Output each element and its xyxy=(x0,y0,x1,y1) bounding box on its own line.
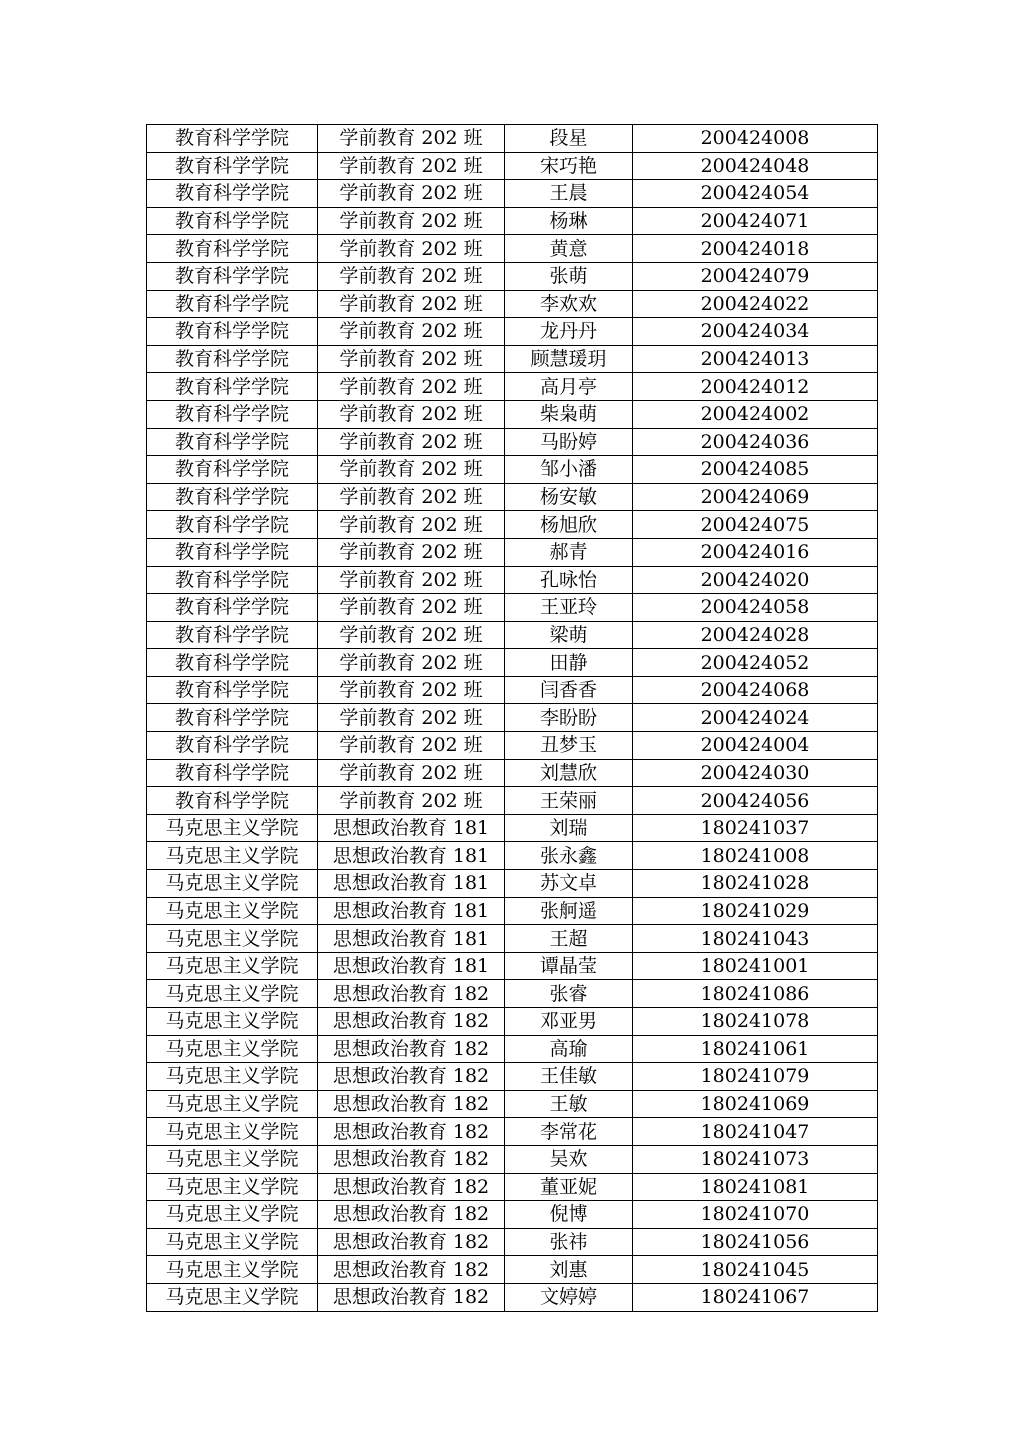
college-cell: 马克思主义学院 xyxy=(147,1228,318,1256)
student-name-cell: 宋巧艳 xyxy=(505,152,633,180)
college-cell: 教育科学学院 xyxy=(147,180,318,208)
college-cell: 马克思主义学院 xyxy=(147,1118,318,1146)
class-cell: 学前教育 202 班 xyxy=(318,318,505,346)
student-name-cell: 王亚玲 xyxy=(505,594,633,622)
class-cell: 思想政治教育 182 xyxy=(318,1228,505,1256)
class-cell: 思想政治教育 181 xyxy=(318,897,505,925)
class-cell: 学前教育 202 班 xyxy=(318,262,505,290)
student-id-cell: 180241008 xyxy=(633,842,878,870)
table-row xyxy=(147,180,878,208)
student-name-cell: 文婷婷 xyxy=(505,1283,633,1311)
table-row xyxy=(147,1090,878,1118)
class-cell: 思想政治教育 182 xyxy=(318,1035,505,1063)
student-id-cell: 180241056 xyxy=(633,1228,878,1256)
student-name-cell: 李欢欢 xyxy=(505,290,633,318)
table-row xyxy=(147,1145,878,1173)
class-cell: 学前教育 202 班 xyxy=(318,649,505,677)
student-id-cell: 180241079 xyxy=(633,1063,878,1091)
table-row xyxy=(147,483,878,511)
student-name-cell: 顾慧瑗玥 xyxy=(505,345,633,373)
college-cell: 教育科学学院 xyxy=(147,290,318,318)
student-name-cell: 王超 xyxy=(505,925,633,953)
college-cell: 教育科学学院 xyxy=(147,428,318,456)
student-name-cell: 董亚妮 xyxy=(505,1173,633,1201)
student-id-cell: 200424036 xyxy=(633,428,878,456)
table-row xyxy=(147,318,878,346)
college-cell: 教育科学学院 xyxy=(147,566,318,594)
class-cell: 思想政治教育 181 xyxy=(318,814,505,842)
table-row xyxy=(147,649,878,677)
student-name-cell: 张萌 xyxy=(505,262,633,290)
class-cell: 学前教育 202 班 xyxy=(318,594,505,622)
class-cell: 学前教育 202 班 xyxy=(318,566,505,594)
student-name-cell: 邓亚男 xyxy=(505,1008,633,1036)
class-cell: 思想政治教育 182 xyxy=(318,1283,505,1311)
student-name-cell: 高月亭 xyxy=(505,373,633,401)
student-name-cell: 李常花 xyxy=(505,1118,633,1146)
college-cell: 教育科学学院 xyxy=(147,400,318,428)
class-cell: 学前教育 202 班 xyxy=(318,732,505,760)
college-cell: 马克思主义学院 xyxy=(147,1063,318,1091)
class-cell: 思想政治教育 182 xyxy=(318,980,505,1008)
student-id-cell: 180241001 xyxy=(633,952,878,980)
class-cell: 思想政治教育 181 xyxy=(318,870,505,898)
college-cell: 马克思主义学院 xyxy=(147,1283,318,1311)
student-name-cell: 倪博 xyxy=(505,1201,633,1229)
class-cell: 思想政治教育 182 xyxy=(318,1118,505,1146)
college-cell: 马克思主义学院 xyxy=(147,870,318,898)
college-cell: 马克思主义学院 xyxy=(147,1090,318,1118)
college-cell: 马克思主义学院 xyxy=(147,842,318,870)
student-name-cell: 张永鑫 xyxy=(505,842,633,870)
class-cell: 思想政治教育 181 xyxy=(318,925,505,953)
table-row xyxy=(147,842,878,870)
table-row xyxy=(147,400,878,428)
college-cell: 马克思主义学院 xyxy=(147,952,318,980)
student-name-cell: 黄意 xyxy=(505,235,633,263)
college-cell: 教育科学学院 xyxy=(147,152,318,180)
college-cell: 马克思主义学院 xyxy=(147,1256,318,1284)
college-cell: 教育科学学院 xyxy=(147,732,318,760)
college-cell: 教育科学学院 xyxy=(147,207,318,235)
table-row xyxy=(147,538,878,566)
student-id-cell: 180241043 xyxy=(633,925,878,953)
college-cell: 马克思主义学院 xyxy=(147,1173,318,1201)
table-row xyxy=(147,1118,878,1146)
table-row xyxy=(147,952,878,980)
table-row xyxy=(147,925,878,953)
college-cell: 教育科学学院 xyxy=(147,704,318,732)
student-id-cell: 180241070 xyxy=(633,1201,878,1229)
student-id-cell: 200424020 xyxy=(633,566,878,594)
table-row xyxy=(147,732,878,760)
college-cell: 马克思主义学院 xyxy=(147,814,318,842)
table-row xyxy=(147,152,878,180)
class-cell: 学前教育 202 班 xyxy=(318,400,505,428)
student-id-cell: 180241028 xyxy=(633,870,878,898)
table-row xyxy=(147,676,878,704)
table-row xyxy=(147,1063,878,1091)
student-name-cell: 郝青 xyxy=(505,538,633,566)
student-name-cell: 杨琳 xyxy=(505,207,633,235)
table-row xyxy=(147,621,878,649)
table-row xyxy=(147,1173,878,1201)
student-id-cell: 200424013 xyxy=(633,345,878,373)
college-cell: 马克思主义学院 xyxy=(147,1145,318,1173)
class-cell: 思想政治教育 182 xyxy=(318,1063,505,1091)
college-cell: 教育科学学院 xyxy=(147,511,318,539)
student-id-cell: 200424008 xyxy=(633,125,878,153)
table-row xyxy=(147,1008,878,1036)
class-cell: 思想政治教育 182 xyxy=(318,1090,505,1118)
table-row xyxy=(147,1201,878,1229)
college-cell: 教育科学学院 xyxy=(147,125,318,153)
student-name-cell: 李盼盼 xyxy=(505,704,633,732)
student-id-cell: 200424034 xyxy=(633,318,878,346)
table-row xyxy=(147,594,878,622)
student-name-cell: 苏文卓 xyxy=(505,870,633,898)
college-cell: 教育科学学院 xyxy=(147,649,318,677)
college-cell: 教育科学学院 xyxy=(147,483,318,511)
class-cell: 思想政治教育 182 xyxy=(318,1145,505,1173)
student-name-cell: 邹小潘 xyxy=(505,456,633,484)
class-cell: 学前教育 202 班 xyxy=(318,704,505,732)
class-cell: 学前教育 202 班 xyxy=(318,235,505,263)
student-name-cell: 谭晶莹 xyxy=(505,952,633,980)
class-cell: 思想政治教育 182 xyxy=(318,1008,505,1036)
college-cell: 教育科学学院 xyxy=(147,262,318,290)
student-name-cell: 龙丹丹 xyxy=(505,318,633,346)
student-name-cell: 张祎 xyxy=(505,1228,633,1256)
college-cell: 教育科学学院 xyxy=(147,538,318,566)
student-name-cell: 王佳敏 xyxy=(505,1063,633,1091)
student-name-cell: 段星 xyxy=(505,125,633,153)
class-cell: 学前教育 202 班 xyxy=(318,428,505,456)
class-cell: 思想政治教育 181 xyxy=(318,842,505,870)
student-id-cell: 200424024 xyxy=(633,704,878,732)
table-row xyxy=(147,1035,878,1063)
college-cell: 马克思主义学院 xyxy=(147,1008,318,1036)
college-cell: 马克思主义学院 xyxy=(147,980,318,1008)
table-row xyxy=(147,897,878,925)
college-cell: 马克思主义学院 xyxy=(147,1035,318,1063)
student-id-cell: 180241078 xyxy=(633,1008,878,1036)
table-row xyxy=(147,373,878,401)
class-cell: 学前教育 202 班 xyxy=(318,373,505,401)
class-cell: 学前教育 202 班 xyxy=(318,456,505,484)
table-row xyxy=(147,207,878,235)
college-cell: 教育科学学院 xyxy=(147,759,318,787)
student-id-cell: 200424052 xyxy=(633,649,878,677)
student-id-cell: 200424022 xyxy=(633,290,878,318)
class-cell: 思想政治教育 182 xyxy=(318,1173,505,1201)
table-row xyxy=(147,1256,878,1284)
student-id-cell: 200424012 xyxy=(633,373,878,401)
college-cell: 教育科学学院 xyxy=(147,345,318,373)
student-name-cell: 王晨 xyxy=(505,180,633,208)
student-name-cell: 吴欢 xyxy=(505,1145,633,1173)
class-cell: 学前教育 202 班 xyxy=(318,290,505,318)
student-id-cell: 180241073 xyxy=(633,1145,878,1173)
student-name-cell: 丑梦玉 xyxy=(505,732,633,760)
student-name-cell: 刘瑞 xyxy=(505,814,633,842)
class-cell: 学前教育 202 班 xyxy=(318,180,505,208)
college-cell: 马克思主义学院 xyxy=(147,925,318,953)
student-id-cell: 180241047 xyxy=(633,1118,878,1146)
table-row xyxy=(147,262,878,290)
student-name-cell: 刘惠 xyxy=(505,1256,633,1284)
student-id-cell: 200424069 xyxy=(633,483,878,511)
college-cell: 教育科学学院 xyxy=(147,621,318,649)
table-row xyxy=(147,1283,878,1311)
table-row xyxy=(147,456,878,484)
student-id-cell: 180241067 xyxy=(633,1283,878,1311)
student-id-cell: 200424054 xyxy=(633,180,878,208)
table-row xyxy=(147,759,878,787)
class-cell: 学前教育 202 班 xyxy=(318,483,505,511)
class-cell: 学前教育 202 班 xyxy=(318,125,505,153)
student-id-cell: 200424016 xyxy=(633,538,878,566)
college-cell: 教育科学学院 xyxy=(147,373,318,401)
student-id-cell: 200424048 xyxy=(633,152,878,180)
student-name-cell: 高瑜 xyxy=(505,1035,633,1063)
student-id-cell: 180241029 xyxy=(633,897,878,925)
class-cell: 学前教育 202 班 xyxy=(318,621,505,649)
student-id-cell: 200424030 xyxy=(633,759,878,787)
student-id-cell: 200424058 xyxy=(633,594,878,622)
table-row xyxy=(147,428,878,456)
class-cell: 学前教育 202 班 xyxy=(318,152,505,180)
student-id-cell: 200424002 xyxy=(633,400,878,428)
roster-body xyxy=(147,125,878,1312)
student-name-cell: 张舸遥 xyxy=(505,897,633,925)
class-cell: 学前教育 202 班 xyxy=(318,759,505,787)
student-id-cell: 200424056 xyxy=(633,787,878,815)
student-id-cell: 200424018 xyxy=(633,235,878,263)
class-cell: 学前教育 202 班 xyxy=(318,538,505,566)
college-cell: 教育科学学院 xyxy=(147,456,318,484)
table-row xyxy=(147,704,878,732)
student-id-cell: 200424075 xyxy=(633,511,878,539)
student-id-cell: 180241061 xyxy=(633,1035,878,1063)
college-cell: 教育科学学院 xyxy=(147,676,318,704)
student-id-cell: 180241081 xyxy=(633,1173,878,1201)
student-name-cell: 杨旭欣 xyxy=(505,511,633,539)
student-id-cell: 200424004 xyxy=(633,732,878,760)
student-name-cell: 柴枭萌 xyxy=(505,400,633,428)
table-row xyxy=(147,235,878,263)
student-name-cell: 梁萌 xyxy=(505,621,633,649)
college-cell: 马克思主义学院 xyxy=(147,897,318,925)
student-roster-table xyxy=(146,124,878,1312)
table-row xyxy=(147,1228,878,1256)
class-cell: 学前教育 202 班 xyxy=(318,787,505,815)
college-cell: 教育科学学院 xyxy=(147,235,318,263)
table-row xyxy=(147,787,878,815)
table-row xyxy=(147,125,878,153)
class-cell: 学前教育 202 班 xyxy=(318,345,505,373)
student-id-cell: 200424085 xyxy=(633,456,878,484)
student-name-cell: 马盼婷 xyxy=(505,428,633,456)
table-row xyxy=(147,566,878,594)
student-id-cell: 180241045 xyxy=(633,1256,878,1284)
student-name-cell: 杨安敏 xyxy=(505,483,633,511)
table-row xyxy=(147,345,878,373)
table-row xyxy=(147,511,878,539)
student-id-cell: 200424071 xyxy=(633,207,878,235)
college-cell: 教育科学学院 xyxy=(147,318,318,346)
student-name-cell: 闫香香 xyxy=(505,676,633,704)
student-name-cell: 张睿 xyxy=(505,980,633,1008)
student-name-cell: 王荣丽 xyxy=(505,787,633,815)
student-id-cell: 200424028 xyxy=(633,621,878,649)
student-name-cell: 刘慧欣 xyxy=(505,759,633,787)
table-row xyxy=(147,980,878,1008)
student-name-cell: 田静 xyxy=(505,649,633,677)
class-cell: 学前教育 202 班 xyxy=(318,511,505,539)
table-row xyxy=(147,870,878,898)
college-cell: 马克思主义学院 xyxy=(147,1201,318,1229)
table-row xyxy=(147,814,878,842)
college-cell: 教育科学学院 xyxy=(147,594,318,622)
student-id-cell: 180241069 xyxy=(633,1090,878,1118)
class-cell: 思想政治教育 182 xyxy=(318,1201,505,1229)
class-cell: 思想政治教育 182 xyxy=(318,1256,505,1284)
student-id-cell: 180241086 xyxy=(633,980,878,1008)
class-cell: 思想政治教育 181 xyxy=(318,952,505,980)
student-id-cell: 180241037 xyxy=(633,814,878,842)
student-id-cell: 200424079 xyxy=(633,262,878,290)
class-cell: 学前教育 202 班 xyxy=(318,676,505,704)
student-name-cell: 孔咏怡 xyxy=(505,566,633,594)
table-row xyxy=(147,290,878,318)
student-name-cell: 王敏 xyxy=(505,1090,633,1118)
student-id-cell: 200424068 xyxy=(633,676,878,704)
class-cell: 学前教育 202 班 xyxy=(318,207,505,235)
college-cell: 教育科学学院 xyxy=(147,787,318,815)
